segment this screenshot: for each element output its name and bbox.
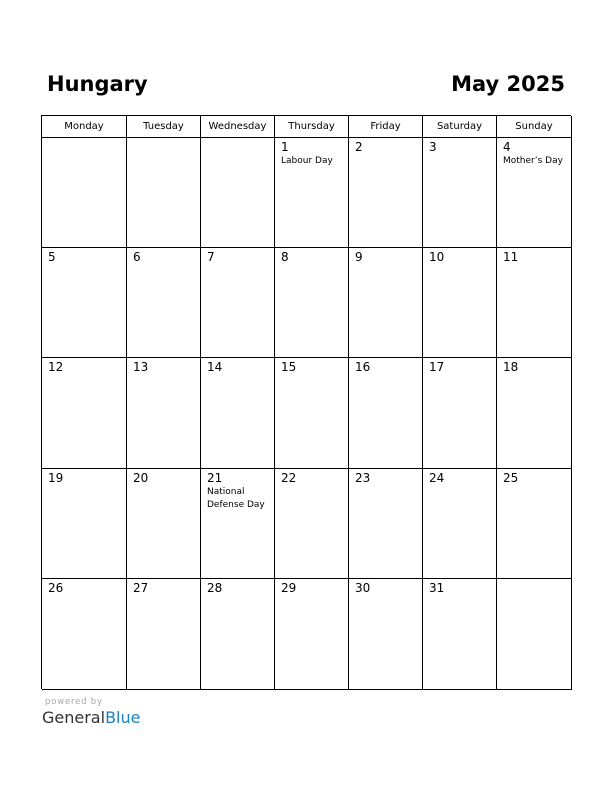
day-number: 23 (355, 471, 371, 485)
day-cell-21 (201, 469, 275, 579)
day-number: 16 (355, 360, 371, 374)
day-cell-31 (423, 579, 497, 690)
day-cell-10 (423, 248, 497, 358)
day-cell-1 (275, 138, 349, 248)
day-number: 2 (355, 140, 363, 154)
empty-day-cell (201, 138, 275, 248)
day-number: 10 (429, 250, 445, 264)
day-number: 7 (207, 250, 215, 264)
day-number: 15 (281, 360, 297, 374)
day-cell-6 (127, 248, 201, 358)
day-number: 6 (133, 250, 141, 264)
holiday-label: National Defense Day (207, 487, 265, 510)
day-cell-13 (127, 358, 201, 469)
empty-day-cell (127, 138, 201, 248)
day-number: 30 (355, 581, 371, 595)
day-number: 27 (133, 581, 149, 595)
day-number: 5 (48, 250, 56, 264)
holiday-label: Labour Day (281, 156, 333, 166)
day-number: 31 (429, 581, 445, 595)
weekday-header-tuesday: Tuesday (127, 116, 201, 138)
day-cell-4 (497, 138, 572, 248)
day-number: 13 (133, 360, 149, 374)
empty-day-cell (42, 138, 127, 248)
powered-by-label: powered by (45, 697, 103, 707)
day-number: 4 (503, 140, 511, 154)
day-number: 3 (429, 140, 437, 154)
day-number: 19 (48, 471, 64, 485)
weekday-header-wednesday: Wednesday (201, 116, 275, 138)
day-cell-28 (201, 579, 275, 690)
brand-name-blue: Blue (105, 708, 141, 727)
day-number: 20 (133, 471, 149, 485)
day-number: 21 (207, 471, 223, 485)
page-title: Hungary (47, 72, 148, 96)
day-cell-18 (497, 358, 572, 469)
day-number: 28 (207, 581, 223, 595)
day-cell-9 (349, 248, 423, 358)
day-cell-22 (275, 469, 349, 579)
day-number: 24 (429, 471, 445, 485)
brand-name-general: General (42, 708, 106, 727)
day-number: 11 (503, 250, 519, 264)
empty-day-cell (497, 579, 572, 690)
day-number: 12 (48, 360, 64, 374)
day-number: 26 (48, 581, 64, 595)
day-cell-17 (423, 358, 497, 469)
day-cell-7 (201, 248, 275, 358)
day-cell-19 (42, 469, 127, 579)
day-cell-5 (42, 248, 127, 358)
weekday-header-sunday: Sunday (497, 116, 572, 138)
day-cell-8 (275, 248, 349, 358)
day-cell-3 (423, 138, 497, 248)
day-cell-16 (349, 358, 423, 469)
day-cell-26 (42, 579, 127, 690)
day-cell-30 (349, 579, 423, 690)
weekday-header-friday: Friday (349, 116, 423, 138)
day-number: 1 (281, 140, 289, 154)
day-number: 8 (281, 250, 289, 264)
day-number: 25 (503, 471, 519, 485)
day-cell-15 (275, 358, 349, 469)
month-year-title: May 2025 (451, 72, 565, 96)
holiday-label: Mother’s Day (503, 156, 563, 166)
day-number: 9 (355, 250, 363, 264)
day-number: 17 (429, 360, 445, 374)
day-cell-27 (127, 579, 201, 690)
day-cell-29 (275, 579, 349, 690)
day-cell-11 (497, 248, 572, 358)
day-cell-25 (497, 469, 572, 579)
day-number: 22 (281, 471, 297, 485)
weekday-header-thursday: Thursday (275, 116, 349, 138)
day-cell-20 (127, 469, 201, 579)
day-cell-2 (349, 138, 423, 248)
weekday-header-saturday: Saturday (423, 116, 497, 138)
day-cell-12 (42, 358, 127, 469)
day-number: 14 (207, 360, 223, 374)
day-cell-24 (423, 469, 497, 579)
day-cell-23 (349, 469, 423, 579)
weekday-header-monday: Monday (42, 116, 127, 138)
day-cell-14 (201, 358, 275, 469)
day-number: 29 (281, 581, 297, 595)
calendar-grid (41, 115, 571, 689)
generalblue-logo[interactable] (42, 708, 140, 728)
day-number: 18 (503, 360, 519, 374)
